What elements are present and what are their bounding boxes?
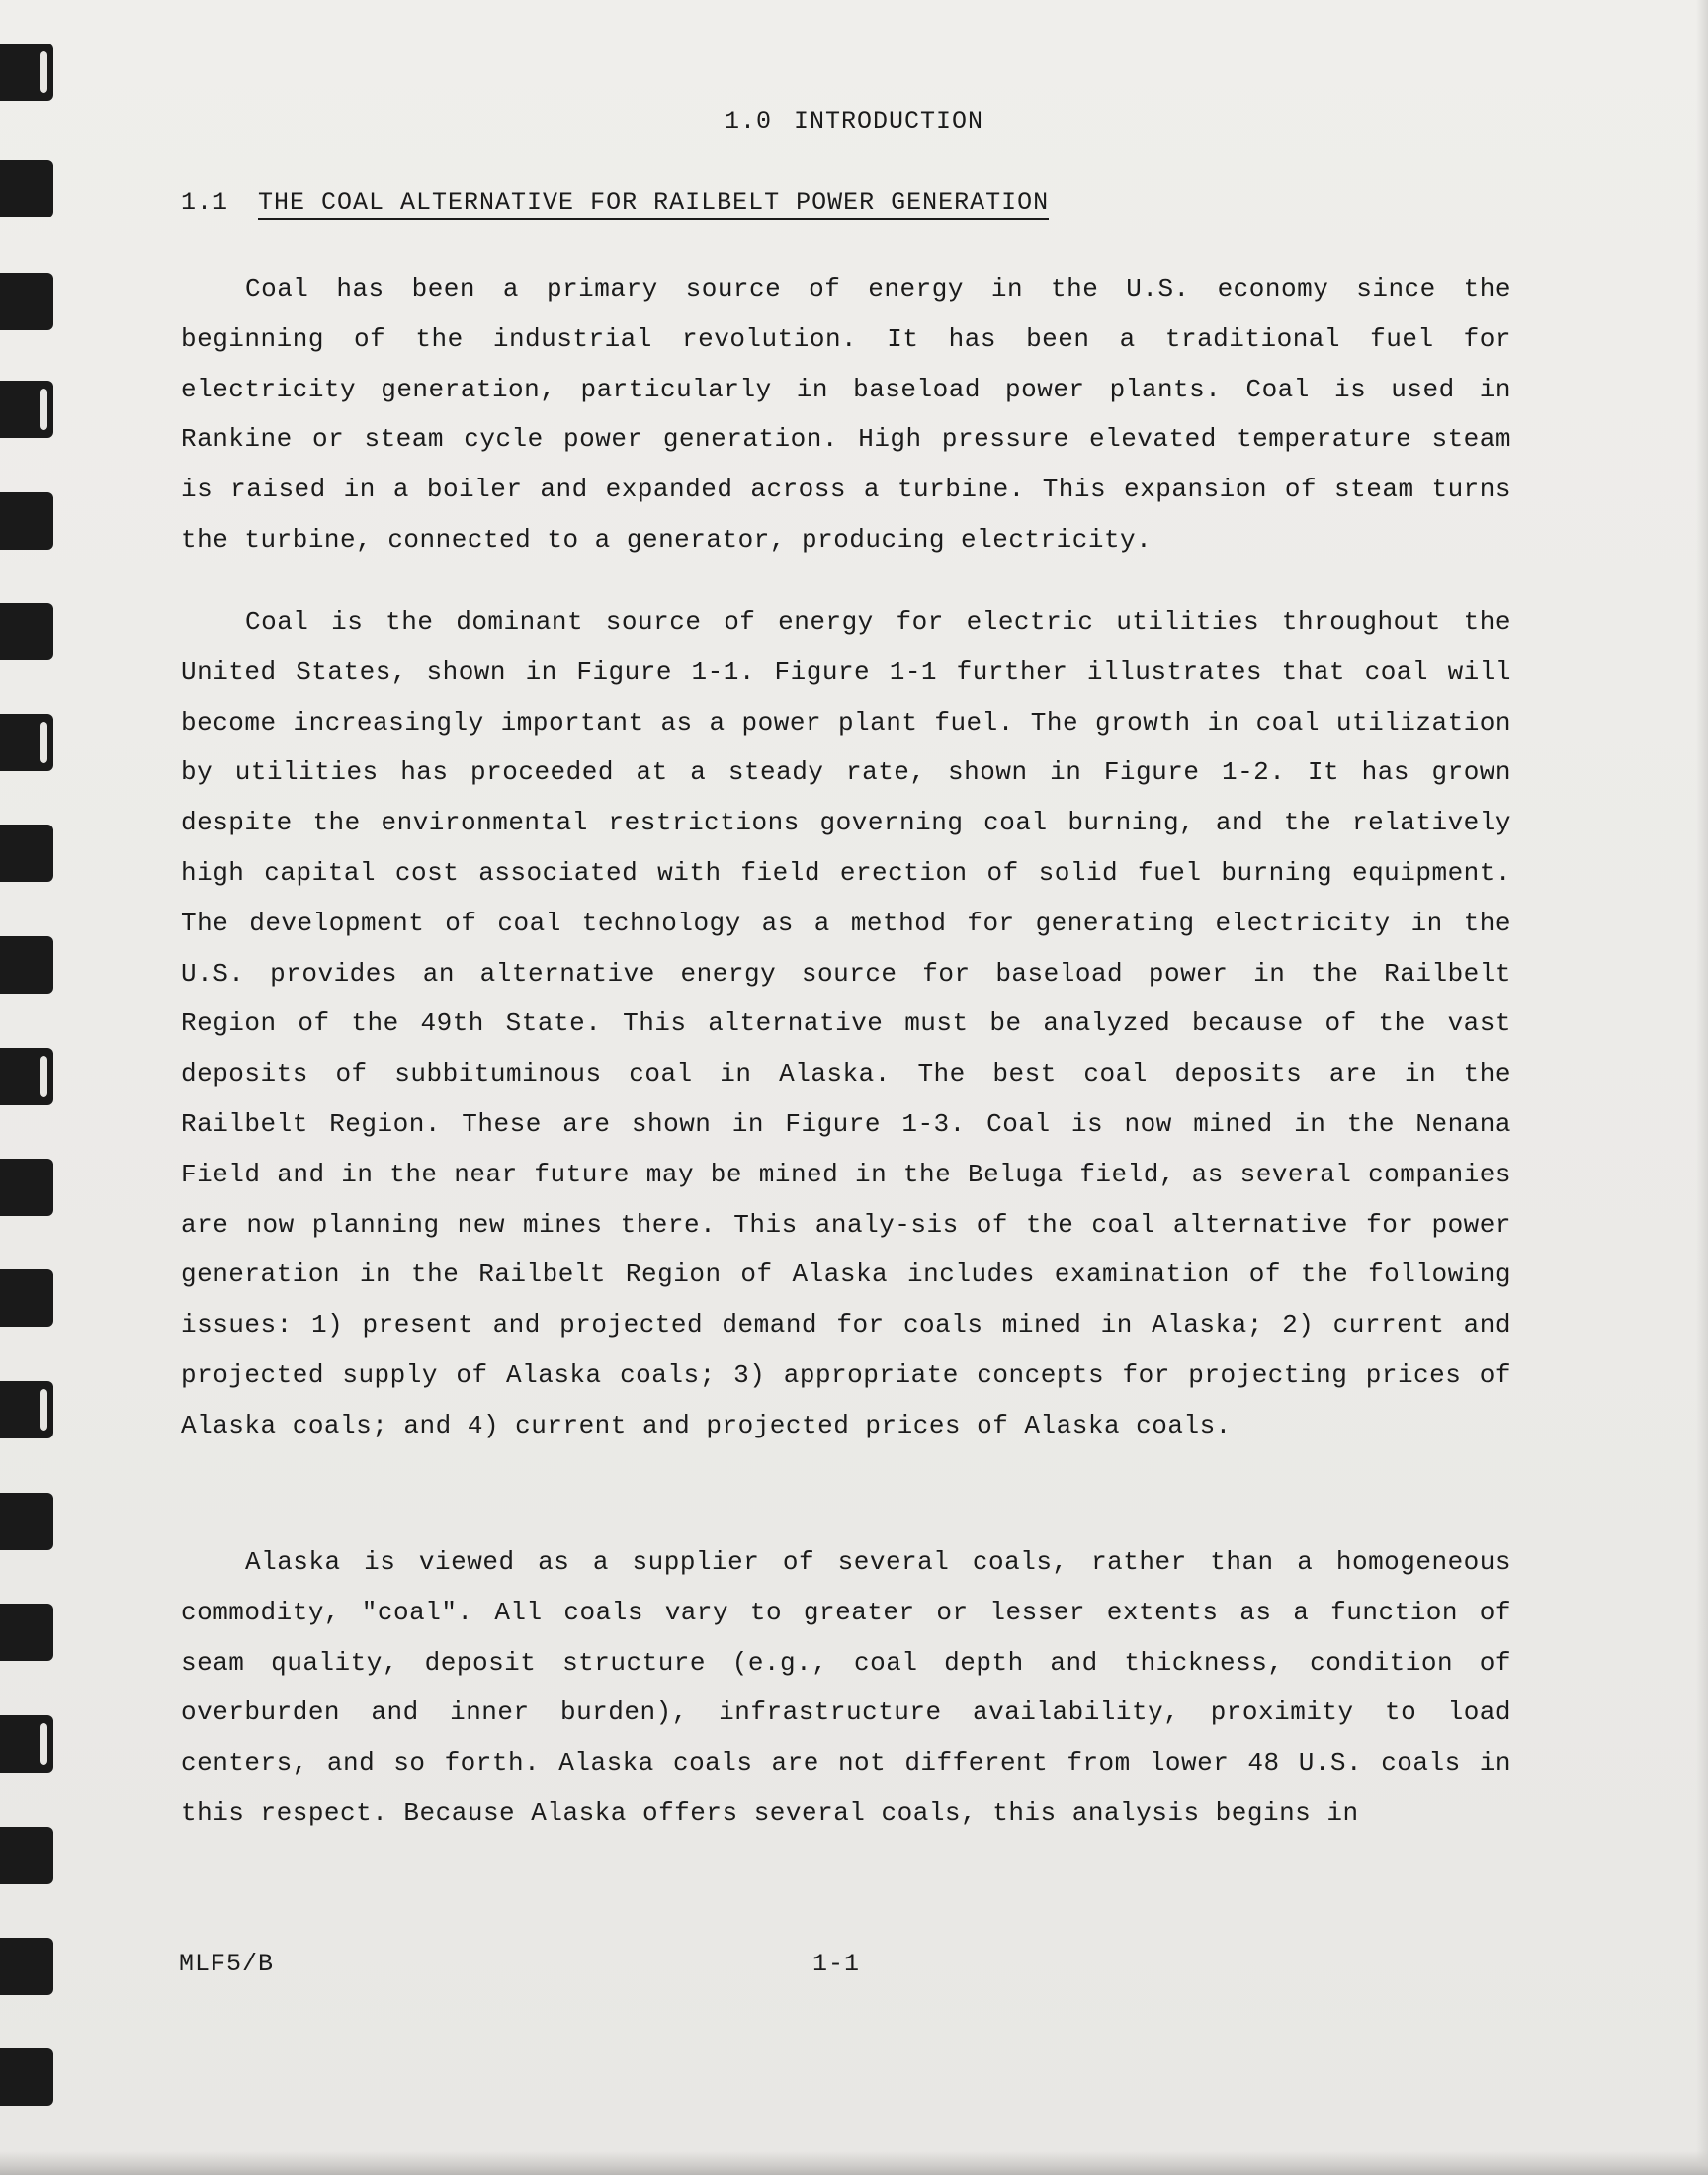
heading-number: 1.0 [724,107,772,135]
body-paragraph: Coal is the dominant source of energy for electric utilities throughout the United States, shown in Figure 1-1. Figure 1-1 further illustrates that coal will become increasingly important as a power plant fuel. The growth in coal utilization by utilities has proceeded at a steady rate, shown in Figure 1-2. It has grown despite the environmental restrictions governing coal burning, and the relatively high capital cost associated with field erection of solid fuel burning equipment. The development of coal technology as a method for generating electricity in the U.S. provides an alternative energy source for baseload power in the Railbelt Region of the 49th State. This alternative must be analyzed because of the vast deposits of subbituminous coal in Alaska. The best coal deposits are in the Railbelt Region. These are shown in Figure 1-3. Coal is now mined in the Nenana Field and in the near future may be mined in the Beluga field, as several companies are now planning new mines there. This analy-sis of the coal alternative for power generation in the Railbelt Region of Alaska includes examination of the following issues: 1) present and projected demand for coals mined in Alaska; 2) current and projected supply of Alaska coals; 3) appropriate concepts for projecting prices of Alaska coals; and 4) current and projected prices of Alaska coals. [181,607,1511,1440]
binding-ring-icon [0,44,53,101]
binding-hole-icon [0,936,53,994]
page-bottom-edge [0,2151,1708,2175]
binding-hole-icon [0,160,53,218]
page-number: 1-1 [812,1950,861,1978]
binding-ring-icon [0,714,53,771]
binding-hole-icon [0,2048,53,2106]
page-edge-shadow [1696,0,1708,2175]
binding-hole-icon [0,1493,53,1550]
binding-ring-icon [0,1381,53,1438]
section-title: THE COAL ALTERNATIVE FOR RAILBELT POWER GENERATION [258,188,1049,220]
page-title [0,107,1708,135]
binding-ring-icon [0,381,53,438]
spiral-binding [0,0,69,2175]
binding-hole-icon [0,1938,53,1995]
body-paragraph: Alaska is viewed as a supplier of several coals, rather than a homogeneous commodity, "coal". All coals vary to greater or lesser extents as a function of seam quality, deposit structure (e.g., coal depth and thickness, condition of overburden and inner burden), infrastructure availability, proximity to load centers, and so forth. Alaska coals are not different from lower 48 U.S. coals in this respect. Because Alaska offers several coals, this analysis begins in [181,1547,1511,1828]
binding-hole-icon [0,1827,53,1884]
binding-hole-icon [0,1269,53,1327]
binding-ring-icon [0,1715,53,1773]
binding-hole-icon [0,492,53,550]
footer-code: MLF5/B [179,1950,275,1978]
section-number: 1.1 [181,188,229,217]
binding-hole-icon [0,1159,53,1216]
body-paragraph: Coal has been a primary source of energy in the U.S. economy since the beginning of the industrial revolution. It has been a traditional fuel for electricity generation, particularly in baseload power plants. Coal is used in Rankine or steam cycle power generation. High pressure elevated temperature steam is raised in a boiler and expanded across a turbine. This expansion of steam turns the turbine, connected to a generator, producing electricity. [181,274,1511,555]
binding-hole-icon [0,603,53,660]
heading-title: INTRODUCTION [793,107,984,135]
binding-hole-icon [0,825,53,882]
binding-ring-icon [0,1048,53,1105]
binding-hole-icon [0,1604,53,1661]
section-heading [181,188,1049,217]
binding-hole-icon [0,273,53,330]
